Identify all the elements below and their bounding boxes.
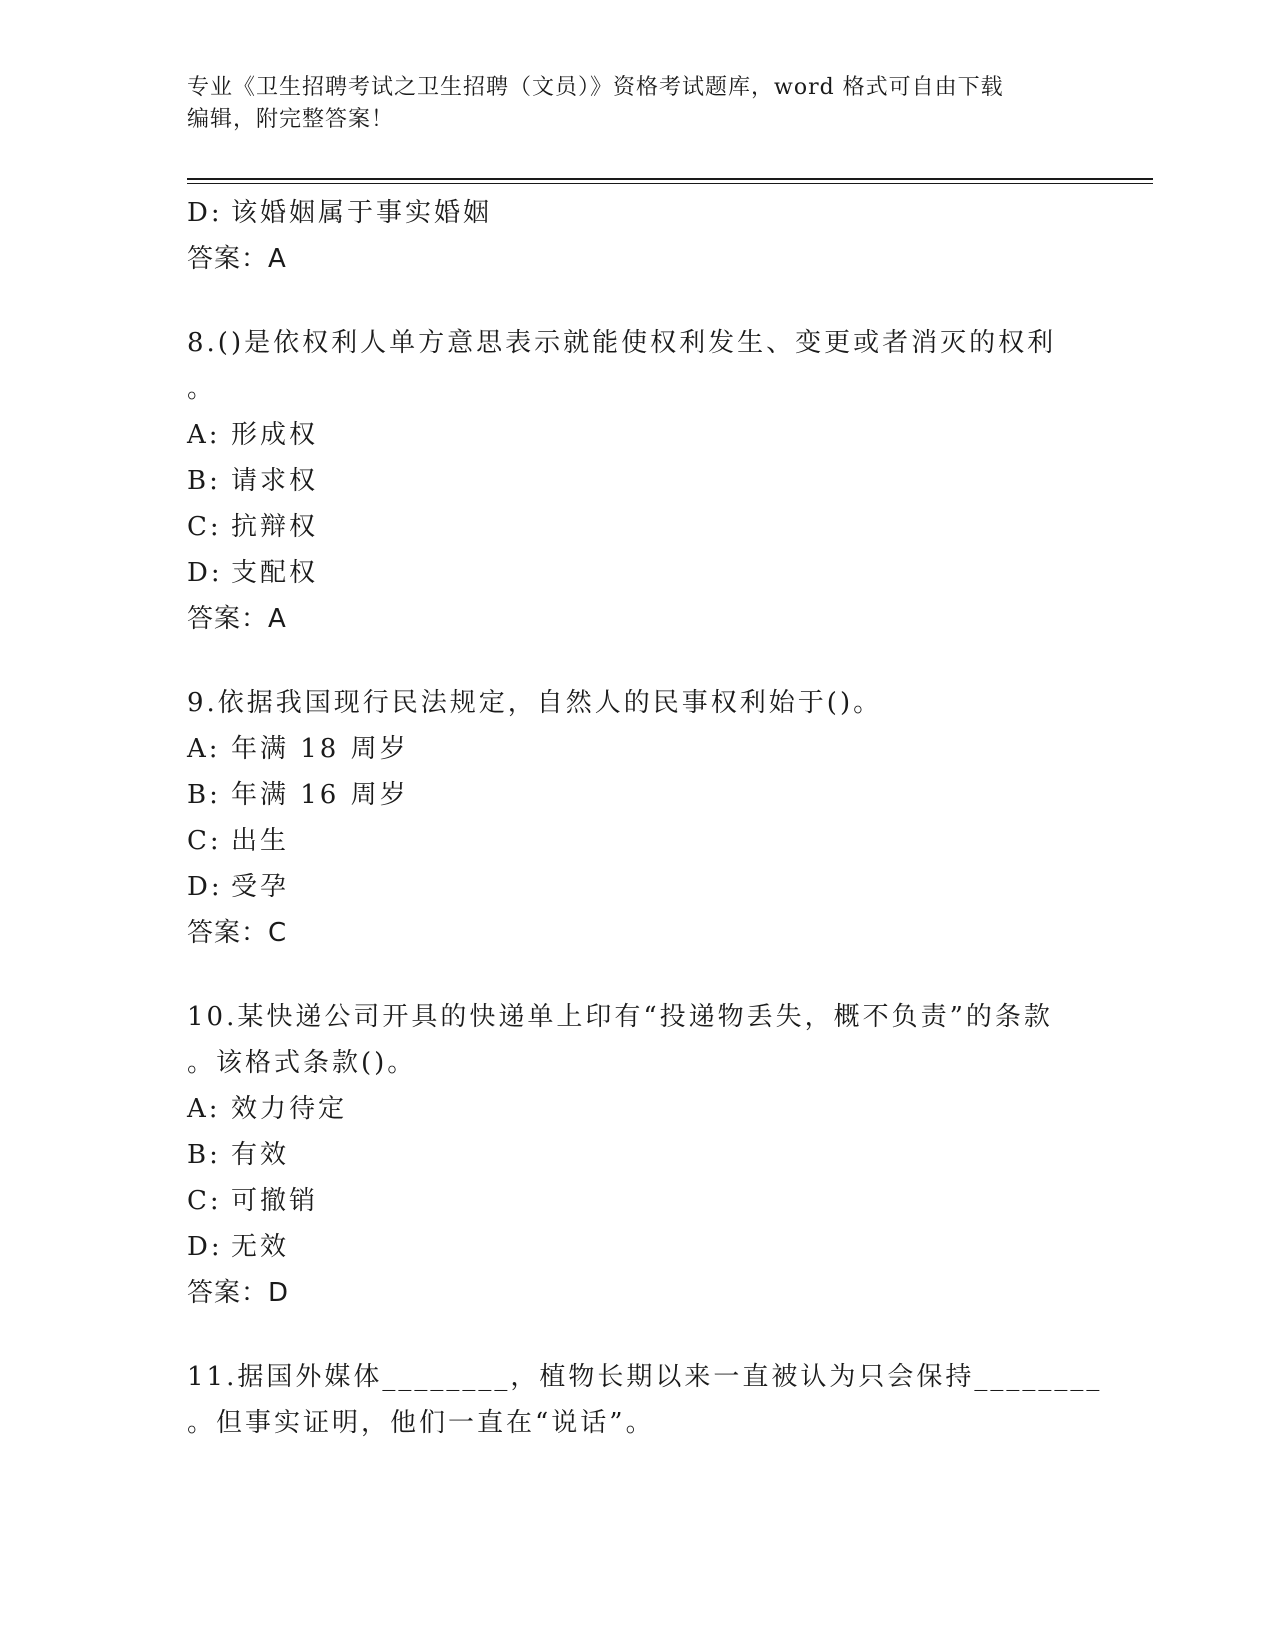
option-prefix: A:	[187, 734, 221, 764]
spacer	[187, 1316, 1087, 1354]
document-body	[187, 190, 1103, 1446]
header-rule-thin	[187, 183, 1153, 184]
answer-line: 答案：A	[187, 244, 287, 274]
option-text: 形成权	[231, 420, 319, 450]
question-stem-continued: 。	[187, 374, 217, 404]
question-stem: 8.()是依权利人单方意思表示就能使权利发生、变更或者消灭的权利	[187, 328, 1057, 358]
option-prefix: D:	[187, 198, 223, 228]
option-prefix: A:	[187, 420, 221, 450]
option-prefix: D:	[187, 558, 223, 588]
question-8	[187, 320, 1087, 642]
option-b	[187, 772, 1087, 818]
option-text: 可撤销	[231, 1186, 319, 1216]
option-text: 年满 18 周岁	[231, 734, 409, 764]
option-a	[187, 1086, 1087, 1132]
question-stem: 11.据国外媒体________，植物长期以来一直被认为只会保持________	[187, 1362, 1103, 1392]
option-text: 年满 16 周岁	[231, 780, 409, 810]
spacer	[187, 642, 1087, 680]
option-prefix: B:	[187, 466, 221, 496]
option-text: 受孕	[231, 872, 290, 902]
option-c	[187, 818, 1087, 864]
option-prefix: D:	[187, 872, 223, 902]
spacer	[187, 282, 1087, 320]
question-stem: 10.某快递公司开具的快递单上印有“投递物丢失，概不负责”的条款	[187, 1002, 1053, 1032]
option-text: 出生	[231, 826, 290, 856]
option-prefix: C:	[187, 1186, 222, 1216]
option-prefix: C:	[187, 826, 222, 856]
option-d	[187, 864, 1087, 910]
question-stem-continued: 。该格式条款()。	[187, 1048, 417, 1078]
option-text: 支配权	[231, 558, 319, 588]
header-line-2: 编辑，附完整答案！	[187, 107, 395, 132]
question-10	[187, 994, 1087, 1316]
option-d	[187, 550, 1087, 596]
answer-line: 答案：C	[187, 918, 288, 948]
option-b	[187, 458, 1087, 504]
option-prefix: D:	[187, 1232, 223, 1262]
header-line-1: 专业《卫生招聘考试之卫生招聘（文员）》资格考试题库，word 格式可自由下载	[187, 75, 1004, 100]
option-b	[187, 1132, 1087, 1178]
option-d	[187, 1224, 1087, 1270]
option-prefix: C:	[187, 512, 222, 542]
document-header	[187, 72, 1087, 136]
option-prefix: B:	[187, 780, 221, 810]
option-text: 请求权	[231, 466, 319, 496]
spacer	[187, 956, 1087, 994]
option-text: 该婚姻属于事实婚姻	[231, 198, 493, 228]
option-text: 效力待定	[231, 1094, 348, 1124]
option-text: 抗辩权	[231, 512, 319, 542]
option-c	[187, 504, 1087, 550]
option-text: 无效	[231, 1232, 290, 1262]
option-c	[187, 1178, 1087, 1224]
question-9	[187, 680, 1087, 956]
option-prefix: A:	[187, 1094, 221, 1124]
option-prefix: B:	[187, 1140, 221, 1170]
option-text: 有效	[231, 1140, 290, 1170]
header-rule-thick	[187, 178, 1153, 180]
question-11	[187, 1354, 1103, 1446]
answer-line: 答案：D	[187, 1278, 290, 1308]
option-a	[187, 412, 1087, 458]
option-a	[187, 726, 1087, 772]
question-stem-continued: 。但事实证明，他们一直在“说话”。	[187, 1408, 655, 1438]
question-stem: 9.依据我国现行民法规定，自然人的民事权利始于()。	[187, 688, 883, 718]
answer-line: 答案：A	[187, 604, 287, 634]
option-d	[187, 190, 1087, 236]
